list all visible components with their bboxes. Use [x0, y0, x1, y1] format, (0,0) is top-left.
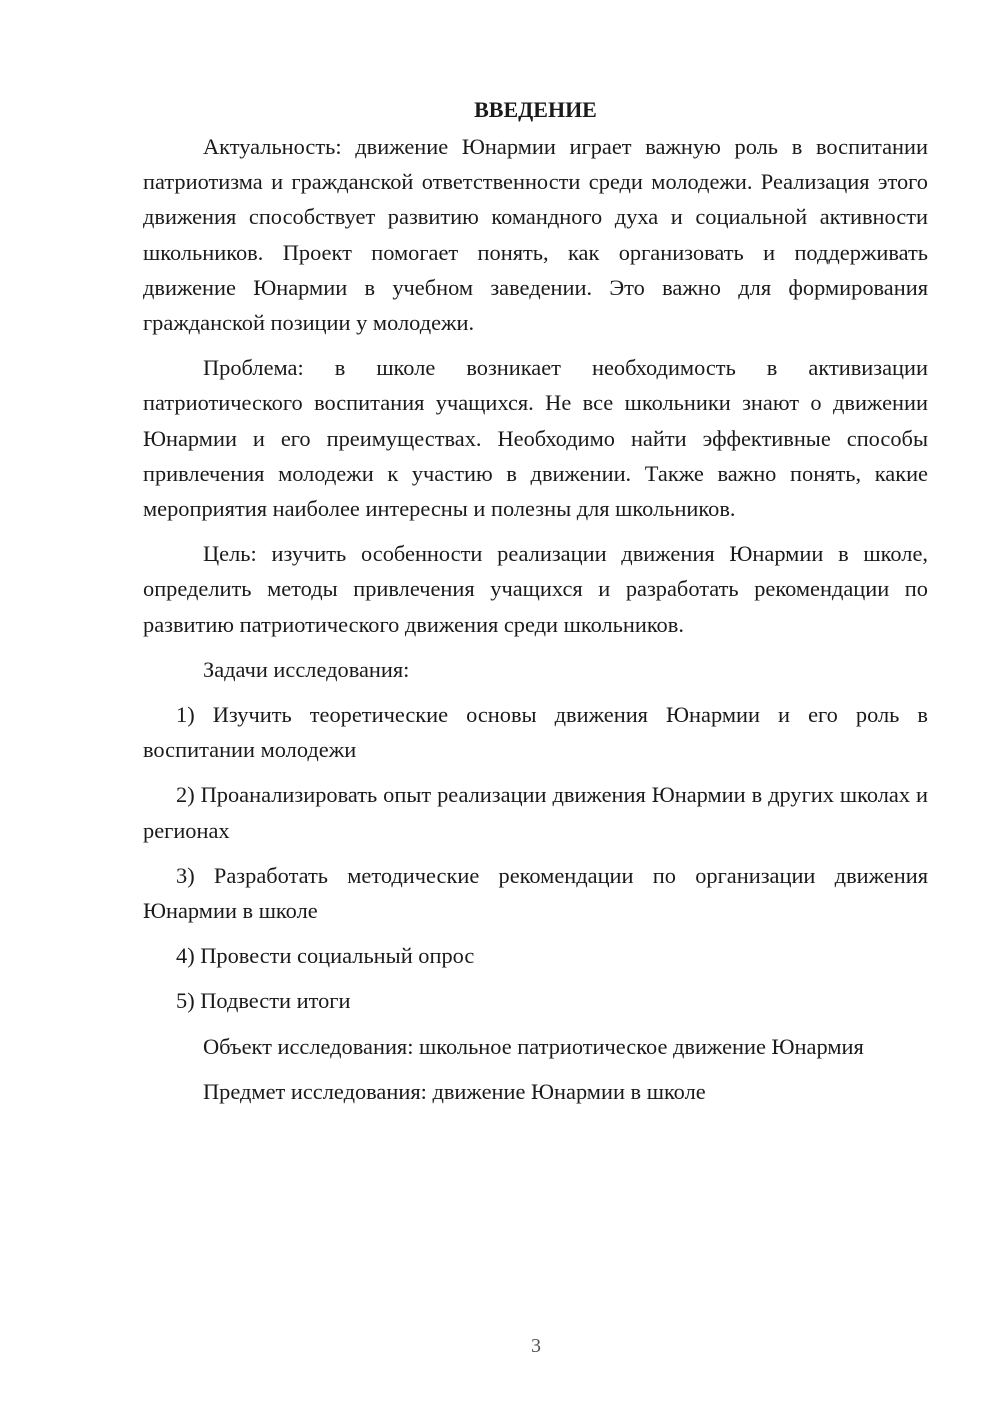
paragraph-tasks-heading: Задачи исследования: [203, 656, 410, 682]
page-number: 3 [531, 1335, 541, 1357]
section-title: ВВЕДЕНИЕ [474, 97, 597, 122]
task-item-2: 2) Проанализировать опыт реализации движения Юнармии в других школах и регионах [143, 782, 928, 843]
paragraph-goal: Цель: изучить особенности реализации движения Юнармии в школе, определить методы привлечения учащихся и разработать рекомендации по развитию патриотического движения среди школьников. [143, 541, 928, 637]
task-item-5: 5) Подвести итоги [176, 988, 351, 1014]
paragraph-relevance: Актуальность: движение Юнармии играет важную роль в воспитании патриотизма и гражданской ответственности среди молодежи. Реализация этого движения способствует развитию командного духа и социальной активности школьников. Проект помогает понять, как организовать и поддерживать движение Юнармии в учебном заведении. Это важно для формирования гражданской позиции у молодежи. [143, 134, 928, 336]
paragraph-research-subject: Предмет исследования: движение Юнармии в школе [203, 1078, 706, 1104]
paragraph-research-object: Объект исследования: школьное патриотическое движение Юнармия [203, 1033, 864, 1059]
page-content [143, 94, 928, 1119]
task-item-1: 1) Изучить теоретические основы движения Юнармии и его роль в воспитании молодежи [143, 702, 928, 763]
task-item-3: 3) Разработать методические рекомендации по организации движения Юнармии в школе [143, 862, 928, 924]
task-item-4: 4) Провести социальный опрос [176, 943, 475, 969]
paragraph-problem: Проблема: в школе возникает необходимость в активизации патриотического воспитания учащихся. Не все школьники знают о движении Юнармии и его преимуществах. Необходимо найти эффективные способы привлечения молодежи к участию в движении. Также важно понять, какие мероприятия наиболее интересны и полезны для школьников. [143, 355, 928, 522]
